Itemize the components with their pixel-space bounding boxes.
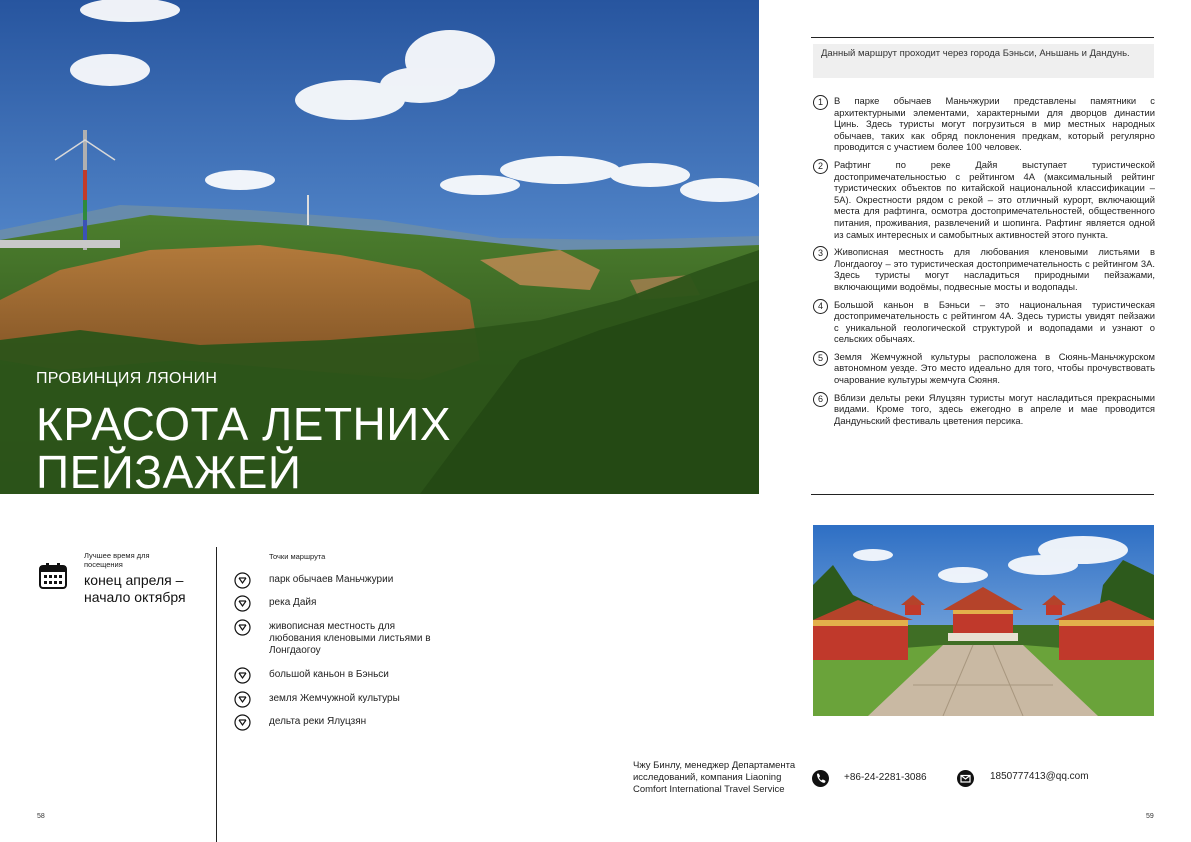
- point-text: Земля Жемчужной культуры расположена в Сюянь-Маньчжурском автономном уезде. Это место идеально для того, чтобы прочувствовать очарование культуры жемчуга Сюяня.: [834, 350, 1155, 386]
- list-item: [811, 351, 1155, 386]
- page-title: [36, 400, 736, 494]
- email-address[interactable]: 1850777413@qq.com: [990, 771, 1089, 782]
- list-item: [811, 159, 1155, 240]
- page-number-right: 59: [1146, 813, 1154, 820]
- hero-landscape-photo: [0, 0, 759, 494]
- contact-person: Чжу Бинлу, менеджер Департамента исследований, компания Liaoning Comfort International Travel Service: [633, 760, 796, 795]
- route-item-text: большой каньон в Бэньси: [269, 669, 389, 680]
- list-item: [811, 246, 1155, 292]
- route-points-list: [811, 95, 1155, 432]
- route-item-text: дельта реки Ялуцзян: [269, 716, 367, 727]
- location-pin-icon: [234, 619, 251, 636]
- phone-icon: [812, 770, 829, 787]
- point-text: Большой каньон в Бэньси – это национальная туристическая достопримечательность с рейтингом 4А. Здесь туристы увидят пейзажи с уникальной геологической структурой и водопадами и узнают о сельских обычаях.: [834, 298, 1155, 345]
- location-pin-icon: [234, 714, 251, 731]
- route-item-text: живописная местность для любования кленовыми листьями в Лонгдаогоу: [269, 621, 431, 656]
- top-divider: [811, 37, 1154, 38]
- point-text: Вблизи дельты реки Ялуцзян туристы могут насладиться прекрасными видами. Кроме того, здесь ежегодно в апреле и мае проводится Дандуньский фестиваль цветения персика.: [834, 391, 1155, 426]
- number-badge: 5: [813, 351, 828, 366]
- number-badge: 3: [813, 246, 828, 261]
- route-item-text: земля Жемчужной культуры: [269, 693, 400, 704]
- location-pin-icon: [234, 691, 251, 708]
- list-item: [811, 299, 1155, 345]
- number-badge: 1: [813, 95, 828, 110]
- number-badge: 2: [813, 159, 828, 174]
- location-pin-icon: [234, 595, 251, 612]
- list-item: [811, 392, 1155, 427]
- bottom-divider: [811, 494, 1154, 495]
- email-icon: [957, 770, 974, 787]
- number-badge: 4: [813, 299, 828, 314]
- vertical-divider: [216, 547, 217, 842]
- calendar-icon: [39, 563, 67, 594]
- palace-image: [813, 525, 1154, 716]
- number-badge: 6: [813, 392, 828, 407]
- region-subtitle: ПРОВИНЦИЯ ЛЯОНИН: [36, 370, 218, 387]
- location-pin-icon: [234, 667, 251, 684]
- point-text: Рафтинг по реке Дайя выступает туристической достопримечательностью с рейтингом 4А (максимальный рейтинг туристических объектов по китайской национальной классификации – 5А). Окрестности рядом с рекой – это отличный курорт, включающий места для рафтинга, осмотра достопримечательностей, общественного питания, проживания, развлечений и шопинга. Рафтинг является одной из самых интересных и самобытных активностей этого пункта.: [834, 158, 1155, 240]
- point-text: В парке обычаев Маньчжурии представлены памятники с архитектурными элементами, характерными для дворцов династии Цинь. Здесь туристы могут погрузиться в мир местных народных обычаев, таких как обряд поклонения предкам, который регулярно проводится с участием более 100 человек.: [834, 95, 1155, 153]
- best-time-label: Лучшее время для посещения: [84, 551, 150, 569]
- route-item-text: парк обычаев Маньчжурии: [269, 574, 394, 585]
- location-pin-icon: [234, 572, 251, 589]
- palace-photo: [813, 525, 1154, 716]
- best-time-value: конец апреля – начало октября: [84, 572, 186, 605]
- title-line-2: ПЕЙЗАЖЕЙ: [36, 446, 302, 494]
- title-line-1: КРАСОТА ЛЕТНИХ: [36, 398, 452, 450]
- page-number-left: 58: [37, 813, 45, 820]
- point-text: Живописная местность для любования кленовыми листьями в Лонгдаогоу – это туристическая достопримечательность с рейтингом 3А. Здесь туристы могут насладиться природными пейзажами, включающими водоёмы, подвесные мосты и водопады.: [834, 246, 1155, 292]
- route-intro: Данный маршрут проходит через города Бэньси, Аньшань и Дандунь.: [813, 44, 1154, 78]
- list-item: [811, 95, 1155, 153]
- route-points-label: Точки маршрута: [269, 552, 326, 561]
- route-item-text: река Дайя: [269, 597, 317, 608]
- phone-number[interactable]: +86-24-2281-3086: [844, 772, 927, 783]
